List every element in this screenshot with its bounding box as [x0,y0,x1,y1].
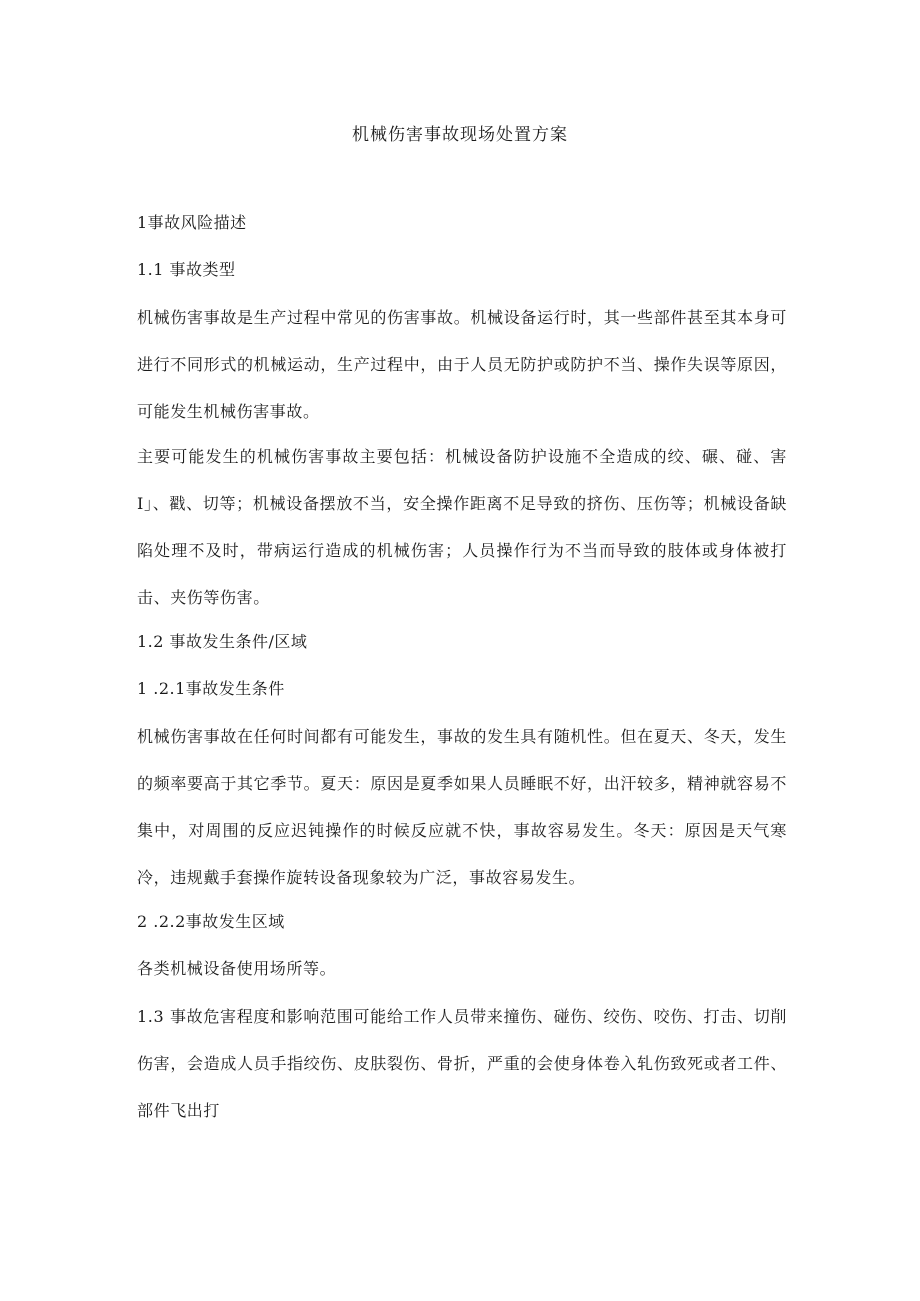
paragraph-main-accidents: 主要可能发生的机械伤害事故主要包括：机械设备防护设施不全造成的绞、碾、碰、害I」、戳、切等；机械设备摆放不当，安全操作距离不足导致的挤伤、压伤等；机械设备缺陷处理不及时，带病运行造成的机械伤害；人员操作行为不当而导致的肢体或身体被打击、夹伤等伤害。 [137,447,787,607]
section-heading-1-2: 1.2 事故发生条件/区域 [137,632,308,651]
document-title: 机械伤害事故现场处置方案 [352,125,568,145]
section-heading-1-2-1: 1 .2.1事故发生条件 [137,679,285,698]
section-heading-1-2-2: 2 .2.2事故发生区域 [137,912,285,931]
section-heading-1-1: 1.1 事故类型 [137,260,236,279]
paragraph-accident-type: 机械伤害事故是生产过程中常见的伤害事故。机械设备运行时，其一些部件甚至其本身可进行不同形式的机械运动，生产过程中，由于人员无防护或防护不当、操作失误等原因，可能发生机械伤害事故。 [137,308,787,421]
paragraph-areas: 各类机械设备使用场所等。 [137,959,337,978]
paragraph-severity: 1.3 事故危害程度和影响范围可能给工作人员带来撞伤、碰伤、绞伤、咬伤、打击、切削伤害，会造成人员手指绞伤、皮肤裂伤、骨折，严重的会使身体卷入轧伤致死或者工件、部件飞出打 [137,1007,787,1120]
section-heading-1: 1事故风险描述 [137,213,247,232]
document-body [137,208,787,1140]
paragraph-conditions: 机械伤害事故在任何时间都有可能发生，事故的发生具有随机性。但在夏天、冬天，发生的频率要高于其它季节。夏天：原因是夏季如果人员睡眠不好，出汗较多，精神就容易不集中，对周围的反应迟钝操作的时候反应就不快，事故容易发生。冬天：原因是天气寒冷，违规戴手套操作旋转设备现象较为广泛，事故容易发生。 [137,727,787,887]
